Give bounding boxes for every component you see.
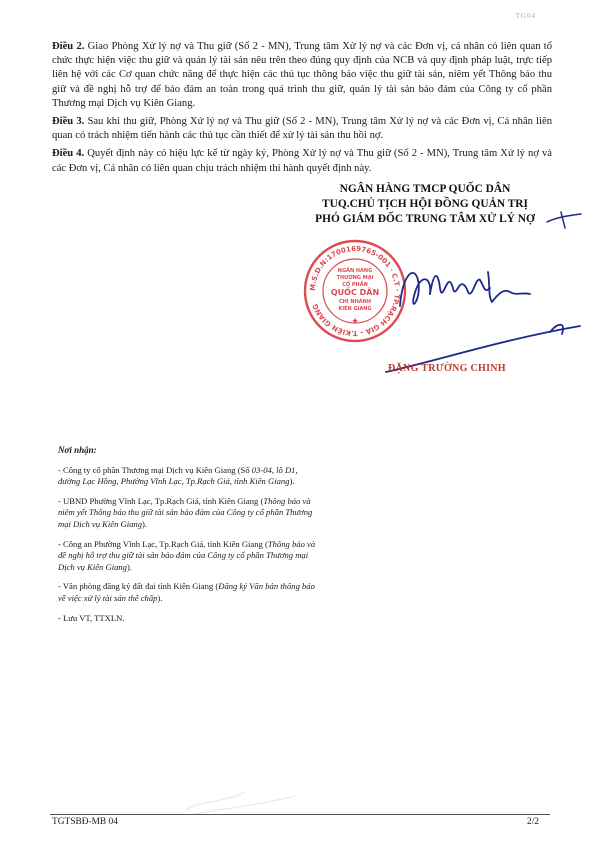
recipient-item: - Văn phòng đăng ký đất đai tỉnh Kiên Giang (Đăng ký Văn bản thông báo về việc xử lý tài sản thế chấp). xyxy=(58,581,315,603)
svg-text:CỔ PHẦN: CỔ PHẦN xyxy=(342,282,368,288)
svg-text:M.S.D.N:1700169765-001 · C.T ·: M.S.D.N:1700169765-001 · C.T · TP.RẠCH GIÁ - T.KIÊN GIANG xyxy=(308,244,402,338)
signer-position: PHÓ GIÁM ĐỐC TRUNG TÂM XỬ LÝ NỢ xyxy=(315,213,535,225)
article-2 xyxy=(52,40,552,111)
recipient-item: - Lưu VT, TTXLN. xyxy=(58,612,125,623)
svg-text:KIÊN GIANG: KIÊN GIANG xyxy=(338,306,372,312)
article-label: Điều 4. xyxy=(52,148,85,160)
svg-text:THƯƠNG MẠI: THƯƠNG MẠI xyxy=(336,275,374,281)
corner-mark: TG04 xyxy=(515,12,536,20)
recipient-item: - Công an Phường Vĩnh Lạc, Tp.Rạch Giá, tỉnh Kiên Giang (Thông báo và đề nghị hỗ trợ thu giữ tài sản bảo đảm của Công ty cổ phần Thương mại Dịch vụ Kiên Giang). xyxy=(58,538,316,572)
recipients-heading: Nơi nhận: xyxy=(58,445,97,455)
article-text: Sau khi thu giữ, Phòng Xử lý nợ và Thu giữ (Số 2 - MN), Trung tâm Xử lý nợ và các Đơn vị, Cá nhân liên quan có trách nhiệm tiến hành các thủ tục cần thiết để xử lý tài sản thu hồi nợ. xyxy=(52,116,552,142)
recipients-section xyxy=(58,445,318,632)
article-text: Quyết định này có hiệu lực kể từ ngày ký, Phòng Xử lý nợ và Thu giữ (Số 2 - MN), Trung tâm Xử lý nợ và các Đơn vị, Cá nhân có liên quan chịu trách nhiệm thi hành quyết định này. xyxy=(52,148,553,174)
page-number: 2/2 xyxy=(527,817,539,827)
authorization-title: TUQ.CHỦ TỊCH HỘI ĐỒNG QUẢN TRỊ xyxy=(322,198,528,210)
article-4 xyxy=(52,147,552,175)
footer-divider xyxy=(50,814,550,815)
article-label: Điều 3. xyxy=(52,116,85,128)
svg-text:CHI NHÁNH: CHI NHÁNH xyxy=(338,299,372,305)
form-code: TGTSBĐ-MB 04 xyxy=(52,817,118,827)
signature-block-titles xyxy=(255,182,595,227)
signer-name: ĐẶNG TRƯỜNG CHINH xyxy=(388,363,506,374)
svg-text:QUỐC DÂN: QUỐC DÂN xyxy=(330,288,380,297)
article-3 xyxy=(52,115,552,143)
articles-section xyxy=(52,40,552,180)
svg-text:NGÂN HÀNG: NGÂN HÀNG xyxy=(337,268,373,274)
article-text: Giao Phòng Xử lý nợ và Thu giữ (Số 2 - MN), Trung tâm Xử lý nợ và các Đơn vị, cá nhân có liên quan tổ chức thực hiện việc thu giữ và quản lý tài sản nêu trên theo đúng quy định của NCB và quy định pháp luật, trực tiếp liên hệ với các Cơ quan chức năng để thực hiện các thủ tục thông báo việc thu giữ tài sản, niêm yết Thông báo thu giữ và đề nghị hỗ trợ để bảo đảm an toàn trong quá trình thu giữ, quản lý tài sản bảo đảm của Công ty cổ phần Thương mại Dịch vụ Kiên Giang. xyxy=(52,41,552,109)
svg-text:✦: ✦ xyxy=(351,316,359,326)
recipient-item: - UBND Phường Vĩnh Lạc, Tp.Rạch Giá, tỉnh Kiên Giang (Thông báo và niêm yết Thông báo thu giữ tài sản bảo đảm của Công ty cổ phần Thương mại Dịch vụ Kiên Giang). xyxy=(58,495,313,529)
recipient-item: - Công ty cổ phần Thương mại Dịch vụ Kiên Giang (Số 03-04, lô D1, đường Lạc Hồng, Phường Vĩnh Lạc, Tp.Rạch Giá, tỉnh Kiên Giang). xyxy=(58,464,298,487)
article-label: Điều 2. xyxy=(52,41,85,52)
bank-name: NGÂN HÀNG TMCP QUỐC DÂN xyxy=(339,183,511,195)
signature-flourish xyxy=(545,208,585,232)
